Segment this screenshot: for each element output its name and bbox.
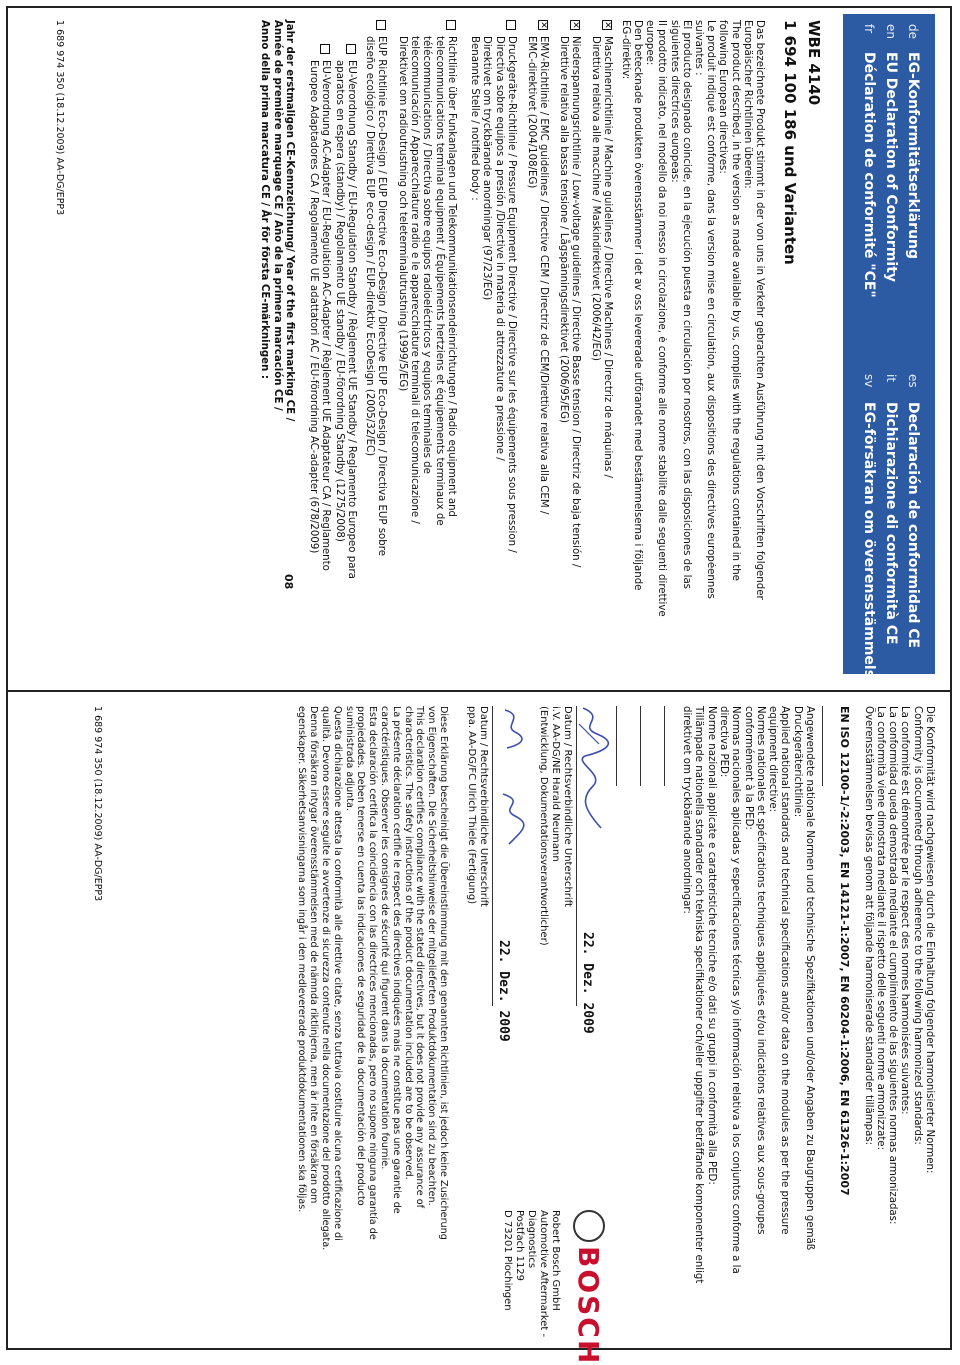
signatory-line: Datum / Rechtsverbindliche Unterschrift [562, 706, 573, 907]
title-row-es [899, 374, 921, 694]
signatory-block [465, 706, 489, 907]
handwritten-signature [493, 704, 533, 854]
directive-text [468, 36, 517, 553]
directive-text [332, 60, 357, 579]
harmonized-line: Die Konformität wird nachgewiesen durch die Einhaltung folgender harmonisierter Normen: [924, 706, 935, 1174]
lang-code: de [906, 24, 920, 39]
closing-line: La présente déclaration certifie le respect des directives indiquées mais ne constitue pas une garantie de [390, 706, 402, 1214]
signature-line [492, 706, 493, 1006]
directive-line: telecomunicación / Apparecchiature radio e le apparecchiature terminali di telecomunicazione / [409, 36, 421, 524]
directive-checkbox [346, 44, 356, 54]
national-line: conformément à la PED: [742, 706, 754, 830]
intro-line: siguientes directrices europeas: [668, 20, 680, 183]
harmonized-line: Conformity is documented through adherence to the following harmonized standards: [911, 706, 923, 1145]
title-band [843, 14, 935, 688]
directive-checkbox: ✕ [602, 21, 612, 29]
intro-line: Le produit indiqué est conforme, dans la version mise en circulation, aux dispositions des directives européennes [705, 20, 717, 599]
directive-checkbox [376, 20, 386, 30]
address-line: D 73201 Plochingen [502, 1210, 513, 1311]
first-marking-line: Année de première marquage CE / Año de la primera marcación CE / [271, 20, 283, 411]
national-standards-intro [680, 706, 815, 1283]
directive-checkbox: ✕ [538, 21, 548, 29]
directive-line: EU-Verordnung Standby / EU-Regulation Standby / Règlement UE Standby / Reglamento Europeo para [346, 60, 357, 579]
directive-text [396, 36, 457, 526]
directive-line: Europeo Adaptadores CA / Regolamento UE adattatori AC / EU-förordning AC-adapter (678/2009) [307, 60, 319, 554]
closing-line: This declaration certifies compliance with the stated directives, but it does not provide any assurance of [414, 706, 426, 1208]
document-reference: 1 689 974 350 (18.12.2009) AA-DG/EPP3 [54, 20, 65, 216]
directive-line: EUP Richtlinie Eco-Design / EUP Directive Eco-Design / Directive EUP Eco-Design / Directiva EUP sobre [376, 36, 387, 556]
directive-line: Maschinenrichtlinie / Machine guidelines / Directive Machines / Directriz de máquinas / [602, 36, 613, 478]
title-row-de [899, 24, 921, 344]
first-marking-year: 08 [282, 574, 295, 590]
directive-line: telecommunications terminal equipment / Équipements hertziens et équipements terminaux de [433, 36, 445, 526]
intro-line: Il prodotto indicato, nel modello da noi messo in circolazione, è conforme alle norme stabilite dalle seguenti direttive [656, 20, 668, 617]
closing-statement [296, 706, 449, 1250]
directive-line: Druckgeräte-Richtlinie / Pressure Equipment Directive / Directive sur les équipements sous pression / [506, 36, 517, 553]
directive-text [524, 36, 549, 514]
lang-code: es [906, 374, 920, 388]
declaration-title: Dichiarazione di conformità CE [883, 402, 899, 645]
company-address [501, 1210, 561, 1337]
national-line: Norme nazionali applicate e caratteristiche tecniche e/o dati su gruppi in conformità alla PED: [705, 706, 717, 1185]
closing-line: Diese Erklärung bescheinigt die Übereinstimmung mit den genannten Richtlinien, ist jedoch keine Zusicherung [438, 706, 449, 1240]
intro-line: europee: [644, 20, 656, 66]
closing-line: Denna försäkran intygar överensstämmelsen med de nämnda riktlinjerna, men är inte en försäkran om [308, 706, 320, 1204]
bosch-armature-logo [573, 1210, 605, 1242]
directive-line: Benannte Stelle / notified body : [469, 36, 481, 201]
rule [616, 706, 617, 786]
document-reference: 1 689 974 350 (18.12.2009) AA-DG/EPP3 [92, 706, 103, 902]
lang-code: it [884, 374, 898, 383]
title-row-fr [855, 24, 877, 344]
directive-line: télécommunications / Directiva sobre equipos radioeléctricos y equipos terminales de [421, 36, 433, 474]
directive-line: Direttive relativa alla bassa tensione / Lågspänningsdirektivet (2006/95/EG) [557, 36, 569, 424]
rule [640, 706, 641, 786]
title-row-it [877, 374, 899, 694]
closing-line: caractéristiques. Observer les consignes de sécurité qui figurent dans la documentation fournie. [379, 706, 391, 1170]
standards-list: EN ISO 12100-1/-2:2003, EN 14121-1:2007, EN 60204-1:2006, EN 61326-1:2007 [838, 706, 851, 1196]
first-marking-statement [258, 20, 295, 421]
national-line: Tillämpade nationella standarder och tekniska specifikationer och/eller uppgifter beträffande komponenter enligt [693, 706, 705, 1284]
directive-line: Directiva sobre equipos a presión /Directive in materia di attrezzature a pressione / [493, 36, 505, 461]
signature-line [576, 706, 577, 1006]
signatory-block [537, 706, 573, 946]
declaration-panel-page-1 [35, 14, 935, 688]
closing-line: characteristics. The safety instructions of the product documentation included are to be observed. [402, 706, 414, 1180]
directive-text [556, 36, 581, 567]
closing-line: Esta declaración certifica la coincidencia con las directrices mencionadas, pero no supone ninguna garantía de [367, 706, 379, 1240]
intro-line: Europäischer Richtlinien überein: [741, 20, 753, 189]
directive-text [362, 36, 387, 556]
directive-line: aparatos en espera (standby) / Regolamento UE standby / EU-förordning Standby (1275/2008) [333, 60, 345, 542]
directive-checkbox: ✕ [570, 21, 580, 29]
harmonized-line: Överensstämmelsen bevisas genom att följande harmoniserade standarder tillämpas: [862, 706, 874, 1146]
directive-text [588, 36, 613, 478]
rule [822, 706, 823, 786]
address-line: Diagnostics [526, 1210, 537, 1269]
directive-line: diseño ecológico / Direttiva EUP eco-design / EUP-direktiv EcoDesign (2005/32/EC) [363, 36, 375, 457]
rule [664, 706, 665, 786]
first-marking-line: Jahr der erstmaligen CE-Kennzeichnung/ Year of the first marking CE / [284, 20, 295, 422]
national-line: Normas nacionales aplicadas y especificaciones técnicas y/o información relativa a los conjuntos conforme a la [730, 706, 742, 1274]
closing-line: egenskaper. Säkerhetsanvisningarna som ingår i den medlevererade produktdokumentationen ska följas. [296, 706, 308, 1213]
directive-line: Direktivet om tryckbärande anordningar (97/23/EG) [481, 36, 493, 301]
signatory-line: (Entwicklung, Dokumentationsverantwortlicher) [538, 706, 549, 946]
title-row-sv [855, 374, 877, 694]
national-line: direktivet om tryckbärande anordningar: [681, 706, 693, 914]
directive-line: Direttiva relativa alle macchine / Maskindirektivet (2006/42/EG) [589, 36, 601, 361]
handwritten-signature [573, 704, 613, 834]
panel-divider [6, 690, 952, 692]
product-number: 1 694 100 186 und Varianten [781, 20, 799, 265]
bosch-wordmark: BOSCH [572, 1246, 605, 1365]
directive-checkbox [506, 20, 516, 30]
directive-text [306, 60, 331, 571]
signatory-line: Datum / Rechtsverbindliche Unterschrift [478, 706, 489, 907]
product-model: WBE 4140 [805, 20, 823, 106]
closing-line: Questa dichiarazione attesta la conformità alle direttive citate, senza tuttavia costituire alcuna certificazione di [331, 706, 343, 1241]
harmonized-standards-intro [861, 706, 935, 1224]
declaration-title: Déclaration de conformité "CE" [861, 52, 877, 298]
intro-line: Das bezeichnete Produkt stimmt in der von uns in Verkehr gebrachten Ausführung mit den Vorschriften folgender [754, 20, 765, 600]
lang-code: fr [862, 24, 876, 34]
title-band-left [855, 24, 921, 344]
first-marking-line: Anno della prima marcatura CE / År för första CE-märkningen : [259, 20, 271, 379]
directive-line: Niederspannungsrichtlinie / Low-voltage guidelines / Directive Basse tension / Directriz de baja tensión / [570, 36, 581, 568]
intro-line: suivantes : [692, 20, 704, 76]
directive-checkbox [446, 20, 456, 30]
closing-line: suministrada adjunta. [343, 706, 355, 811]
harmonized-line: La conformità viene dimostrata mediante il rispetto delle seguenti norme armonizzate: [874, 706, 886, 1151]
address-line: Postfach 1129 [514, 1210, 525, 1282]
intro-line: EG-direktiv: [619, 20, 631, 80]
national-line: directiva PED: [717, 706, 729, 778]
harmonized-line: La conformité est démontrée par le respect des normes harmonisées suivantes: [899, 706, 911, 1115]
intro-paragraph [619, 20, 765, 660]
national-line: Druckgeräterichtlinie: [791, 706, 803, 818]
declaration-title: EG-försäkran om överensstämmelse [861, 402, 877, 688]
closing-line: propiedades. Deben tenerse en cuenta las indicaciones de seguridad de la documentación del producto [355, 706, 367, 1206]
lang-code: en [884, 24, 898, 39]
national-line: Angewendete nationale Normen und technische Spezifikationen und/oder Angaben zu Baugruppen gemäß [804, 706, 815, 1251]
intro-line: following European directives: [717, 20, 729, 174]
address-line: Robert Bosch GmbH [550, 1210, 561, 1311]
lang-code: sv [862, 374, 876, 388]
directive-line: EMV-Richtlinie / EMC guidelines / Directive CEM / Directriz de CEM/Direttive relativa alla CEM / [538, 36, 549, 515]
closing-line: qualità. Devono essere seguite le avvertenze di sicurezza contenute nella documentazione del prodotto allegata. [320, 706, 332, 1251]
national-line: Normes nationales et spécifications techniques appliquées et/ou indications relatives aux sous-groupes [754, 706, 766, 1235]
title-band-right [855, 374, 921, 694]
signature-date: 22. Dez. 2009 [580, 932, 595, 1034]
declaration-panel-page-2 [35, 700, 935, 1365]
declaration-title: EG-Konformitätserklärung [905, 52, 921, 260]
intro-line: El producto designado coincide, en la ejecución puesta en circulación por nosotros, con las disposiciones de las [680, 20, 692, 589]
directive-line: Richtlinie über Funkanlagen und Telekommunikationsendeinrichtungen / Radio equipment and [446, 36, 457, 518]
intro-line: Den betecknade produkten överensstämmer i det av oss levererade utförandet med bestämmelserna i följande [631, 20, 643, 591]
national-line: equipment directive: [767, 706, 779, 813]
directive-line: Direktivet om radioutrustning och teleterminalutrustning (1999/5/EG) [396, 36, 408, 392]
directive-line: EU-Verordnung AC-Adapter / EU-Regulation AC-Adapter / Règlement UE Adaptateur CA / Reglamento [320, 60, 331, 571]
title-row-en [877, 24, 899, 344]
closing-line: von Eigenschaften. Die Sicherheitshinweise der mitgelieferten Produktdokumentation sind zu beachten. [426, 706, 438, 1206]
signatory-line: ppa. AA-DG/FC Ulrich Thiele (Fertigung) [466, 706, 477, 905]
harmonized-line: La conformidad queda demostrada mediante el cumplimiento de las siguientes normas armonizadas: [887, 706, 899, 1225]
directive-line: EMC-direktivet (2004/108/EG) [525, 36, 537, 189]
signature-date: 22. Dez. 2009 [496, 940, 511, 1042]
declaration-title: Declaración de conformidad CE [905, 402, 921, 649]
national-line: Applied national standards and technical specifications and/or data on the modules as per the pressure [779, 706, 791, 1235]
address-line: Automotive Aftermarket - [538, 1210, 549, 1338]
directive-checkbox [320, 44, 330, 54]
intro-line: The product described, in the version as made available by us, complies with the regulations contained in the [729, 20, 741, 581]
declaration-title: EU Declaration of Conformity [883, 52, 899, 283]
signatory-line: i.V. AA-DG/NE Harald Neumann [550, 706, 561, 862]
